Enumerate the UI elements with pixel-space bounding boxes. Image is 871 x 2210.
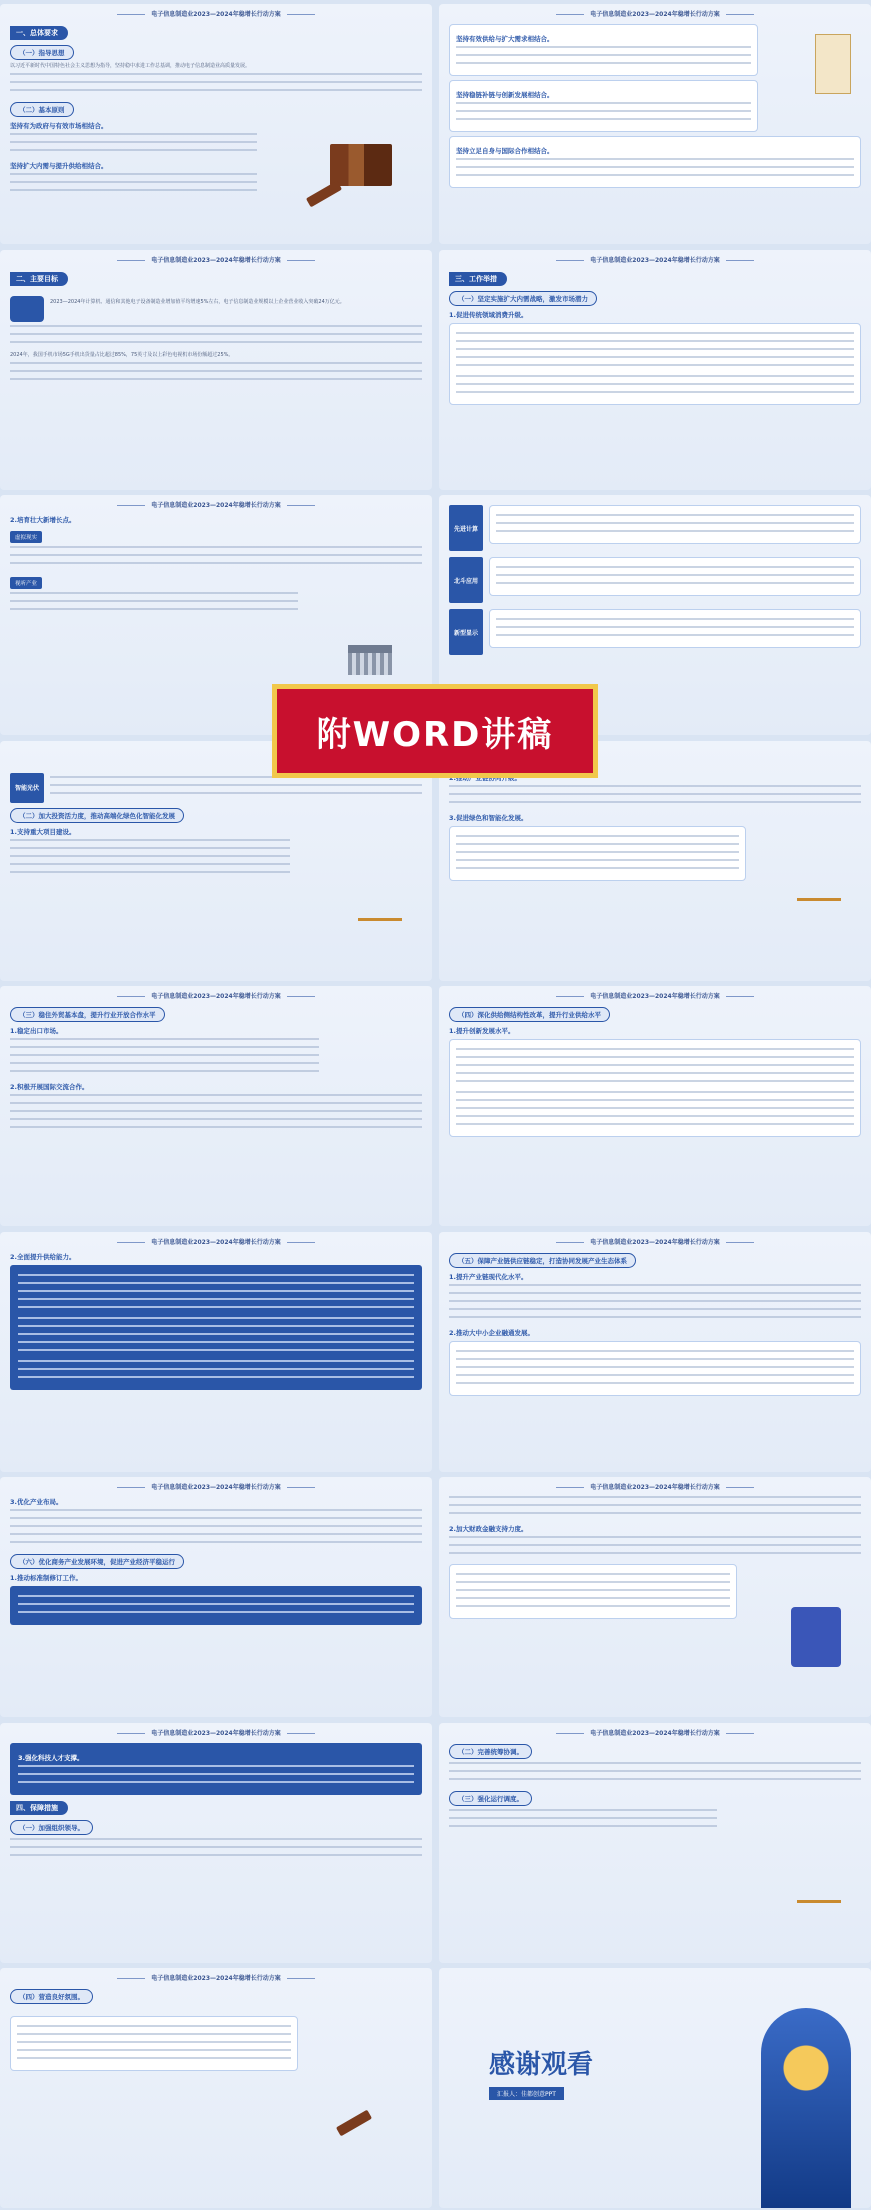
slide-4 — [439, 250, 871, 490]
slide-15 — [0, 1723, 432, 1963]
slide-13 — [0, 1477, 432, 1717]
text-lines — [10, 1509, 422, 1549]
paragraph: 以习近平新时代中国特色社会主义思想为指导，坚持稳中求进工作总基调，推动电子信息制造业高质量发展。 — [10, 63, 251, 69]
slide-header: 电子信息制造业2023—2024年稳增长行动方案 — [449, 1483, 861, 1493]
gavel-icon — [336, 2110, 372, 2137]
slide-header: 电子信息制造业2023—2024年稳增长行动方案 — [449, 256, 861, 266]
text-lines — [18, 1765, 414, 1789]
principle-heading: 坚持扩大内需与提升供给相结合。 — [10, 162, 108, 170]
principle-box — [449, 24, 758, 76]
section-title: 四、保障措施 — [10, 1801, 68, 1815]
principle-heading: 坚持有为政府与有效市场相结合。 — [10, 122, 108, 130]
item-heading: 3.强化科技人才支撑。 — [18, 1753, 84, 1762]
content-box — [449, 1039, 861, 1137]
topic-tag: 先进计算 — [449, 505, 483, 551]
text-lines — [496, 566, 854, 590]
tower-illustration-icon — [761, 2008, 851, 2208]
item-heading: 1.推动标准制修订工作。 — [10, 1574, 82, 1582]
text-lines — [10, 325, 422, 349]
text-lines — [10, 362, 422, 386]
principle-heading: 坚持立足自身与国际合作相结合。 — [456, 147, 554, 155]
slide-header: 电子信息制造业2023—2024年稳增长行动方案 — [449, 1238, 861, 1248]
text-lines — [456, 158, 854, 182]
content-box — [489, 557, 861, 596]
people-icon — [10, 296, 44, 322]
content-box — [10, 2016, 298, 2071]
slide-3 — [0, 250, 432, 490]
text-lines — [456, 102, 751, 126]
slide-header: 电子信息制造业2023—2024年稳增长行动方案 — [10, 992, 422, 1002]
text-lines — [449, 1284, 861, 1324]
text-lines — [449, 1496, 861, 1520]
text-lines — [456, 46, 751, 70]
section-title: 二、主要目标 — [10, 272, 68, 286]
text-lines — [496, 618, 854, 642]
subsection-title: （二）完善统筹协调。 — [449, 1744, 532, 1759]
topic-tag: 北斗应用 — [449, 557, 483, 603]
subsection-title: （三）稳住外贸基本盘，提升行业开放合作水平 — [10, 1007, 165, 1022]
item-heading: 1.提升创新发展水平。 — [449, 1027, 515, 1035]
slide-1 — [0, 4, 432, 244]
principle-heading: 坚持有效供给与扩大需求相结合。 — [456, 35, 554, 43]
slide-header: 电子信息制造业2023—2024年稳增长行动方案 — [449, 992, 861, 1002]
subsection-title: （一）加强组织领导。 — [10, 1820, 93, 1835]
text-lines — [10, 173, 257, 197]
slide-header: 电子信息制造业2023—2024年稳增长行动方案 — [10, 501, 422, 511]
scroll-icon — [815, 34, 851, 94]
content-box — [489, 505, 861, 544]
text-lines — [456, 1091, 854, 1131]
slide-10 — [439, 986, 871, 1226]
text-lines — [10, 1038, 319, 1078]
topic-tag: 智能光伏 — [10, 773, 44, 803]
slide-18 — [439, 1968, 871, 2208]
slide-header: 电子信息制造业2023—2024年稳增长行动方案 — [449, 1729, 861, 1739]
topic-tag: 视听产业 — [10, 577, 42, 589]
item-heading: 2.培育壮大新增长点。 — [10, 516, 76, 524]
building-icon — [348, 645, 392, 675]
content-box — [10, 1743, 422, 1795]
text-lines — [449, 1809, 717, 1833]
slide-header: 电子信息制造业2023—2024年稳增长行动方案 — [10, 10, 422, 20]
text-lines — [50, 776, 422, 800]
presenter-label: 汇报人：佳都创意PPT — [489, 2087, 564, 2100]
slide-header: 电子信息制造业2023—2024年稳增长行动方案 — [449, 10, 861, 20]
subsection-title: （二）基本原则 — [10, 102, 74, 117]
content-box — [449, 323, 861, 405]
section-title: 三、工作举措 — [449, 272, 507, 286]
text-lines — [449, 785, 861, 809]
slide-17 — [0, 1968, 432, 2208]
topic-tag: 虚拟现实 — [10, 531, 42, 543]
text-lines — [17, 2025, 291, 2065]
thanks-title: 感谢观看 — [489, 2050, 594, 2080]
text-lines — [18, 1317, 414, 1357]
slide-12 — [439, 1232, 871, 1472]
subsection-title: （二）加大投资活力度，推动高端化绿色化智能化发展 — [10, 808, 184, 823]
slide-header: 电子信息制造业2023—2024年稳增长行动方案 — [10, 1238, 422, 1248]
banner-label: 附WORD讲稿 — [316, 714, 554, 755]
text-lines — [10, 1838, 422, 1862]
slide-header: 电子信息制造业2023—2024年稳增长行动方案 — [10, 1729, 422, 1739]
content-box — [449, 1341, 861, 1396]
scale-icon — [797, 1863, 841, 1903]
text-lines — [18, 1274, 414, 1314]
text-lines — [456, 835, 739, 875]
content-box — [449, 826, 746, 881]
subsection-title: （一）坚定实施扩大内需战略，激发市场潜力 — [449, 291, 597, 306]
slide-header: 电子信息制造业2023—2024年稳增长行动方案 — [10, 256, 422, 266]
scale-icon — [797, 861, 841, 901]
item-heading: 3.优化产业布局。 — [10, 1498, 63, 1506]
item-heading: 1.稳定出口市场。 — [10, 1027, 63, 1035]
item-heading: 2.积极开展国际交流合作。 — [10, 1083, 89, 1091]
content-box — [489, 609, 861, 648]
slide-9 — [0, 986, 432, 1226]
slide-11 — [0, 1232, 432, 1472]
subsection-title: （三）强化运行调度。 — [449, 1791, 532, 1806]
item-heading: 2.加大财政金融支持力度。 — [449, 1525, 528, 1533]
text-lines — [456, 1048, 854, 1088]
subsection-title: （四）深化供给侧结构性改革，提升行业供给水平 — [449, 1007, 610, 1022]
slide-2 — [439, 4, 871, 244]
text-lines — [456, 1573, 730, 1613]
gavel-icon — [306, 181, 342, 208]
item-heading: 1.支持重大项目建设。 — [10, 827, 76, 836]
paragraph: 2024年，我国手机市场5G手机出货量占比超过85%，75英寸及以上彩色电视机市场份额超过25%。 — [10, 351, 234, 358]
item-heading: 2.推动大中小企业融通发展。 — [449, 1328, 534, 1337]
text-lines — [18, 1595, 414, 1619]
section-title: 一、总体要求 — [10, 26, 68, 40]
content-box — [449, 1564, 737, 1619]
item-heading: 1.促进传统领域消费升级。 — [449, 310, 528, 319]
content-box — [10, 1586, 422, 1625]
content-box — [10, 1265, 422, 1390]
subsection-title: （五）保障产业链供应链稳定，打造协同发展产业生态体系 — [449, 1253, 636, 1268]
item-heading: 3.促进绿色和智能化发展。 — [449, 813, 528, 822]
subsection-title: （四）营造良好氛围。 — [10, 1989, 93, 2004]
paragraph: 2023—2024年计算机、通信和其他电子设备制造业增加值平均增速5%左右，电子信息制造业规模以上企业营业收入突破24万亿元。 — [50, 298, 345, 305]
topic-tag: 新型显示 — [449, 609, 483, 655]
text-lines — [496, 514, 854, 538]
text-lines — [456, 375, 854, 399]
subsection-title: （一）指导思想 — [10, 45, 74, 60]
text-lines — [18, 1360, 414, 1384]
text-lines — [449, 1762, 861, 1786]
principle-box — [449, 136, 861, 188]
principle-heading: 坚持稳链补链与创新发展相结合。 — [456, 91, 554, 99]
word-banner — [272, 684, 598, 778]
item-heading: 2.全面提升供给能力。 — [10, 1252, 76, 1261]
text-lines — [456, 332, 854, 372]
text-lines — [10, 133, 257, 157]
text-lines — [10, 546, 422, 570]
slide-header: 电子信息制造业2023—2024年稳增长行动方案 — [10, 1483, 422, 1493]
text-lines — [456, 1350, 854, 1390]
slide-16 — [439, 1723, 871, 1963]
text-lines — [449, 1536, 861, 1560]
subsection-title: （六）优化商务产业发展环境，促进产业经济平稳运行 — [10, 1554, 184, 1569]
principle-box — [449, 80, 758, 132]
phone-hand-icon — [791, 1607, 841, 1667]
item-heading: 1.提升产业链现代化水平。 — [449, 1272, 528, 1281]
slide-14 — [439, 1477, 871, 1717]
text-lines — [10, 1094, 422, 1134]
text-lines — [10, 839, 290, 879]
text-lines — [10, 592, 298, 616]
slide-header: 电子信息制造业2023—2024年稳增长行动方案 — [10, 1974, 422, 1984]
law-books-icon — [330, 144, 392, 186]
scale-icon — [358, 881, 402, 921]
text-lines — [10, 73, 422, 97]
